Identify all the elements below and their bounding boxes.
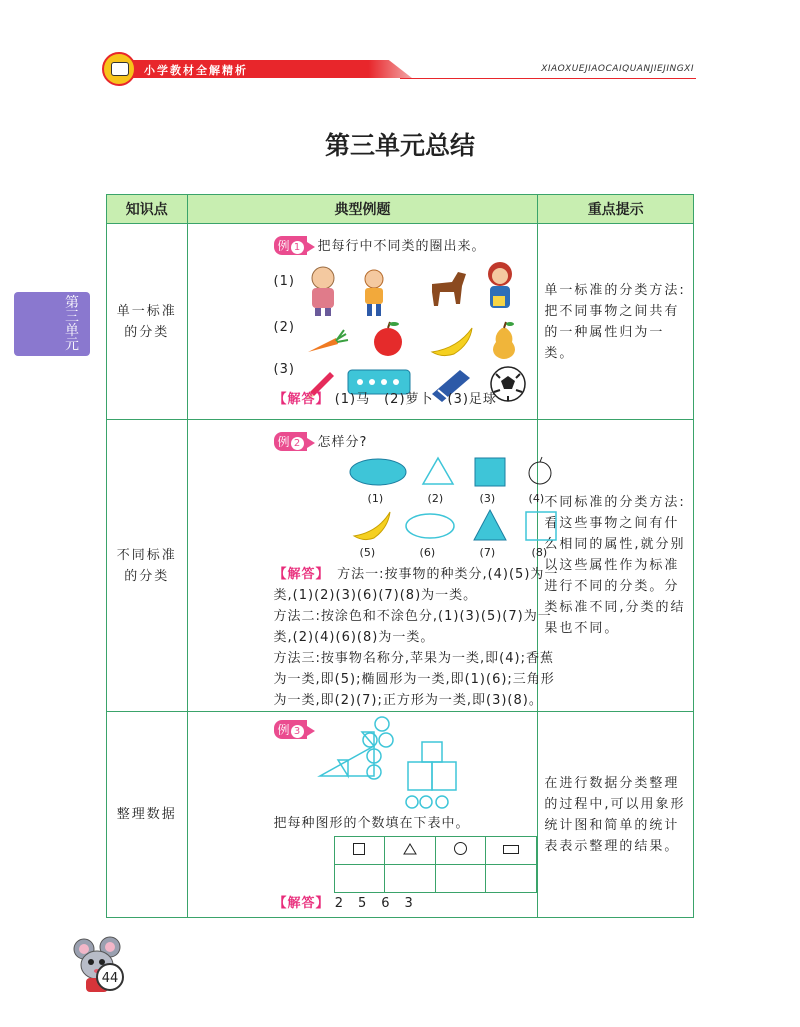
example-1-answer: 【解答】 (1)马 (2)萝卜 (3)足球 xyxy=(273,392,497,407)
page-title: 第三单元总结 xyxy=(324,131,475,160)
shape-label: (6) xyxy=(419,546,436,559)
page-number: 44 xyxy=(96,963,124,991)
book-logo-icon xyxy=(102,52,136,86)
filled-triangle-shape xyxy=(474,510,506,540)
apple-stem xyxy=(540,457,542,462)
count-cell[interactable] xyxy=(334,865,384,893)
example-2-answer: 【解答】 方法一:按事物的种类分,(4)(5)为一 类,(1)(2)(3)(6)(7)(8)为一类。 方法二:按涂色和不涂色分,(1)(3)(5)(7)为一 类,(2)(4)(6)(8)为一类。 方法三:按事物名称分,苹果为一类,即(4);香蕉 为一类,即(5);椭圆形为一类,即(1)(6);三角形 为一类,即(2)(7);正方形为一类,即(3)(8)。 xyxy=(273,567,559,708)
boy-icon xyxy=(365,270,383,316)
banana-icon xyxy=(354,512,390,540)
example-badge: 例 3 xyxy=(274,720,307,739)
count-table xyxy=(334,836,538,893)
example-3-question: 把每种图形的个数填在下表中。 xyxy=(273,816,470,831)
example-cell xyxy=(187,712,538,918)
carrot-icon xyxy=(308,330,348,352)
shape-label: (2) xyxy=(427,492,444,505)
header-title: 小学教材全解精析 xyxy=(144,64,248,77)
page-header xyxy=(100,58,700,80)
banana-icon xyxy=(432,328,472,356)
row-label: (3) xyxy=(273,362,295,377)
outline-triangle-shape xyxy=(423,458,453,484)
count-cell[interactable] xyxy=(486,865,537,893)
header-pinyin: XIAOXUEJIAOCAIQUANJIEJINGXI xyxy=(541,64,694,74)
row-label: (2) xyxy=(273,320,295,335)
pear-icon xyxy=(493,322,515,359)
example-2-heading: 例 2 怎样分? xyxy=(274,432,368,453)
knowledge-point: 不同标准的分类 xyxy=(107,420,188,712)
triangle-icon xyxy=(384,837,435,865)
row-label: (1) xyxy=(273,274,295,289)
key-tip: 不同标准的分类方法:看这些事物之间有什么相同的属性,就分别以这些属性作为标准进行不同的分类。分类标准不同,分类的结果也不同。 xyxy=(538,420,694,712)
example-3-answer: 【解答】 2 5 6 3 xyxy=(273,896,414,911)
shape-label: (3) xyxy=(479,492,496,505)
shape-label: (5) xyxy=(359,546,376,559)
circle-icon xyxy=(435,837,486,865)
shape-label: (4) xyxy=(528,492,545,505)
example-1-heading: 例 1 把每行中不同类的圈出来。 xyxy=(274,236,486,257)
grandpa-icon xyxy=(312,267,334,316)
header-example: 典型例题 xyxy=(187,195,538,224)
apple-icon xyxy=(374,322,402,356)
shape-label: (1) xyxy=(367,492,384,505)
example-2-shapes xyxy=(188,420,628,560)
header-rule xyxy=(400,78,696,79)
summary-table xyxy=(106,194,694,918)
header-key-tip: 重点提示 xyxy=(538,195,694,224)
table-row xyxy=(107,224,694,420)
unit-side-tab xyxy=(14,292,90,356)
girl-icon xyxy=(488,262,512,308)
unit-side-tab-label: 第三单元 xyxy=(65,295,79,353)
rectangle-icon xyxy=(486,837,537,865)
example-cell xyxy=(187,420,559,712)
table-header-row xyxy=(107,195,694,224)
key-tip: 单一标准的分类方法:把不同事物之间共有的一种属性归为一类。 xyxy=(538,224,694,420)
table-row xyxy=(107,712,694,918)
knowledge-point: 整理数据 xyxy=(107,712,188,918)
square-icon xyxy=(334,837,384,865)
example-badge: 例 1 xyxy=(274,236,307,255)
horse-icon xyxy=(432,272,466,306)
count-cell[interactable] xyxy=(435,865,486,893)
knowledge-point: 单一标准的分类 xyxy=(107,224,188,420)
triangle-tree-figure xyxy=(320,717,393,779)
filled-square-shape xyxy=(475,458,505,486)
shape-label: (8) xyxy=(531,546,548,559)
outline-square-shape xyxy=(526,512,556,540)
table-row xyxy=(107,420,694,712)
robot-figure xyxy=(406,742,456,808)
example-3-figures xyxy=(188,712,628,822)
apple-outline-icon xyxy=(529,462,551,484)
filled-ellipse-shape xyxy=(350,459,406,485)
outline-ellipse-shape xyxy=(406,514,454,538)
key-tip: 在进行数据分类整理的过程中,可以用象形统计图和简单的统计表表示整理的结果。 xyxy=(538,712,694,918)
example-cell xyxy=(187,224,538,420)
example-badge: 例 2 xyxy=(274,432,307,451)
header-knowledge-point: 知识点 xyxy=(107,195,188,224)
count-cell[interactable] xyxy=(384,865,435,893)
shape-label: (7) xyxy=(479,546,496,559)
